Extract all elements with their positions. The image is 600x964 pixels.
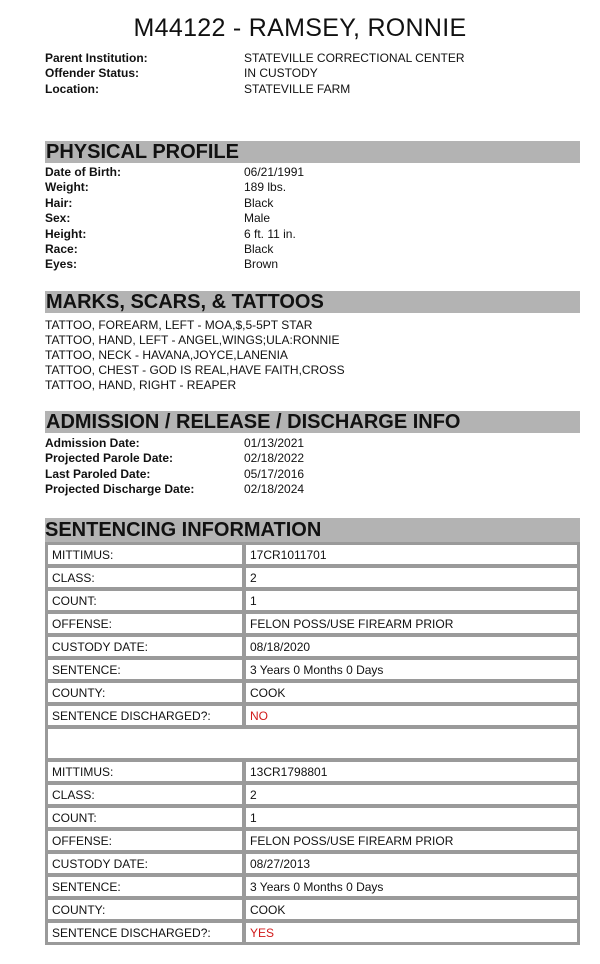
- sex-label: Sex:: [45, 211, 71, 226]
- admission-row-last-paroled: [45, 467, 304, 482]
- mittimus-value: 17CR1011701: [245, 544, 578, 565]
- table-row: [47, 899, 578, 920]
- eyes-label: Eyes:: [45, 257, 78, 272]
- count-label: COUNT:: [47, 807, 243, 828]
- page-title: M44122 - RAMSEY, RONNIE: [133, 14, 467, 42]
- table-row: [47, 613, 578, 634]
- weight-value: 189 lbs.: [244, 180, 287, 195]
- profile-row-dob: [45, 165, 304, 180]
- race-label: Race:: [45, 242, 78, 257]
- discharge-date-value: 02/18/2024: [244, 482, 305, 497]
- count-label: COUNT:: [47, 590, 243, 611]
- mittimus-label: MITTIMUS:: [47, 761, 243, 782]
- count-value: 1: [245, 590, 578, 611]
- offense-label: OFFENSE:: [47, 830, 243, 851]
- sex-value: Male: [244, 211, 271, 226]
- discharged-label: SENTENCE DISCHARGED?:: [47, 705, 243, 726]
- mark-item: TATTOO, CHEST - GOD IS REAL,HAVE FAITH,CROSS: [45, 363, 345, 377]
- table-row: [47, 807, 578, 828]
- offender-status-label: Offender Status:: [45, 66, 140, 81]
- admission-date-value: 01/13/2021: [244, 436, 305, 450]
- mittimus-label: MITTIMUS:: [47, 544, 243, 565]
- custody-date-value: 08/18/2020: [245, 636, 578, 657]
- sentence-label: SENTENCE:: [47, 659, 243, 680]
- county-value: COOK: [245, 899, 578, 920]
- mark-item: TATTOO, HAND, RIGHT - REAPER: [45, 378, 237, 392]
- record-separator: [47, 728, 578, 759]
- physical-profile: [45, 165, 304, 273]
- mittimus-value: 13CR1798801: [245, 761, 578, 782]
- header-info: [45, 51, 464, 97]
- parent-institution-label: Parent Institution:: [45, 51, 148, 65]
- hair-label: Hair:: [45, 195, 73, 210]
- sentence-value: 3 Years 0 Months 0 Days: [245, 659, 578, 680]
- table-row: [47, 853, 578, 874]
- table-row: [47, 659, 578, 680]
- parole-date-label: Projected Parole Date:: [45, 451, 174, 466]
- custody-date-label: CUSTODY DATE:: [47, 853, 243, 874]
- height-value: 6 ft. 11 in.: [244, 226, 296, 241]
- profile-row-weight: [45, 180, 304, 195]
- offense-label: OFFENSE:: [47, 613, 243, 634]
- height-label: Height:: [45, 226, 87, 241]
- class-value: 2: [245, 567, 578, 588]
- table-row: [47, 636, 578, 657]
- table-row: [47, 922, 578, 943]
- custody-date-label: CUSTODY DATE:: [47, 636, 243, 657]
- last-paroled-value: 05/17/2016: [244, 466, 305, 481]
- admission-row-parole-date: [45, 451, 304, 466]
- offender-status-value: IN CUSTODY: [244, 66, 318, 81]
- offense-value: FELON POSS/USE FIREARM PRIOR: [245, 830, 578, 851]
- profile-row-eyes: [45, 257, 304, 272]
- sentencing-table: [45, 542, 580, 945]
- mark-item: TATTOO, NECK - HAVANA,JOYCE,LANENIA: [45, 348, 288, 362]
- table-row: [47, 544, 578, 565]
- profile-row-sex: [45, 211, 304, 226]
- discharged-label: SENTENCE DISCHARGED?:: [47, 922, 243, 943]
- mark-item: TATTOO, HAND, LEFT - ANGEL,WINGS;ULA:RONNIE: [45, 333, 340, 347]
- physical-profile-heading: PHYSICAL PROFILE: [45, 141, 580, 163]
- location-label: Location:: [45, 81, 99, 96]
- sentencing-heading: SENTENCING INFORMATION: [45, 518, 580, 542]
- mark-item: TATTOO, FOREARM, LEFT - MOA,$,5-5PT STAR: [45, 318, 313, 332]
- custody-date-value: 08/27/2013: [245, 853, 578, 874]
- race-value: Black: [244, 242, 274, 257]
- county-value: COOK: [245, 682, 578, 703]
- profile-row-height: [45, 227, 304, 242]
- count-value: 1: [245, 807, 578, 828]
- parole-date-value: 02/18/2022: [244, 451, 305, 466]
- hair-value: Black: [244, 195, 274, 210]
- admission-heading: ADMISSION / RELEASE / DISCHARGE INFO: [45, 411, 580, 433]
- class-value: 2: [245, 784, 578, 805]
- header-row-offender-status: [45, 66, 464, 81]
- offense-value: FELON POSS/USE FIREARM PRIOR: [245, 613, 578, 634]
- eyes-value: Brown: [244, 257, 279, 272]
- discharge-date-label: Projected Discharge Date:: [45, 482, 195, 497]
- table-row: [47, 876, 578, 897]
- discharged-value: NO: [245, 705, 578, 726]
- county-label: COUNTY:: [47, 899, 243, 920]
- county-label: COUNTY:: [47, 682, 243, 703]
- dob-value: 06/21/1991: [244, 165, 305, 179]
- sentence-label: SENTENCE:: [47, 876, 243, 897]
- sentence-value: 3 Years 0 Months 0 Days: [245, 876, 578, 897]
- discharged-value: YES: [245, 922, 578, 943]
- last-paroled-label: Last Paroled Date:: [45, 466, 151, 481]
- table-row: [47, 590, 578, 611]
- admission-info: [45, 436, 304, 498]
- marks-heading: MARKS, SCARS, & TATTOOS: [45, 291, 580, 313]
- admission-date-label: Admission Date:: [45, 436, 140, 450]
- profile-row-race: [45, 242, 304, 257]
- admission-row-admission-date: [45, 436, 304, 451]
- weight-label: Weight:: [45, 180, 89, 195]
- admission-row-discharge-date: [45, 482, 304, 497]
- table-row: [47, 705, 578, 726]
- dob-label: Date of Birth:: [45, 165, 121, 179]
- profile-row-hair: [45, 196, 304, 211]
- header-row-parent-institution: [45, 51, 464, 66]
- table-row: [47, 682, 578, 703]
- marks-list: [45, 318, 345, 393]
- table-row: [47, 567, 578, 588]
- class-label: CLASS:: [47, 567, 243, 588]
- table-row: [47, 761, 578, 782]
- table-row: [47, 784, 578, 805]
- separator-cell: [47, 728, 578, 759]
- table-row: [47, 830, 578, 851]
- parent-institution-value: STATEVILLE CORRECTIONAL CENTER: [244, 51, 465, 65]
- header-row-location: [45, 82, 464, 97]
- location-value: STATEVILLE FARM: [244, 81, 351, 96]
- class-label: CLASS:: [47, 784, 243, 805]
